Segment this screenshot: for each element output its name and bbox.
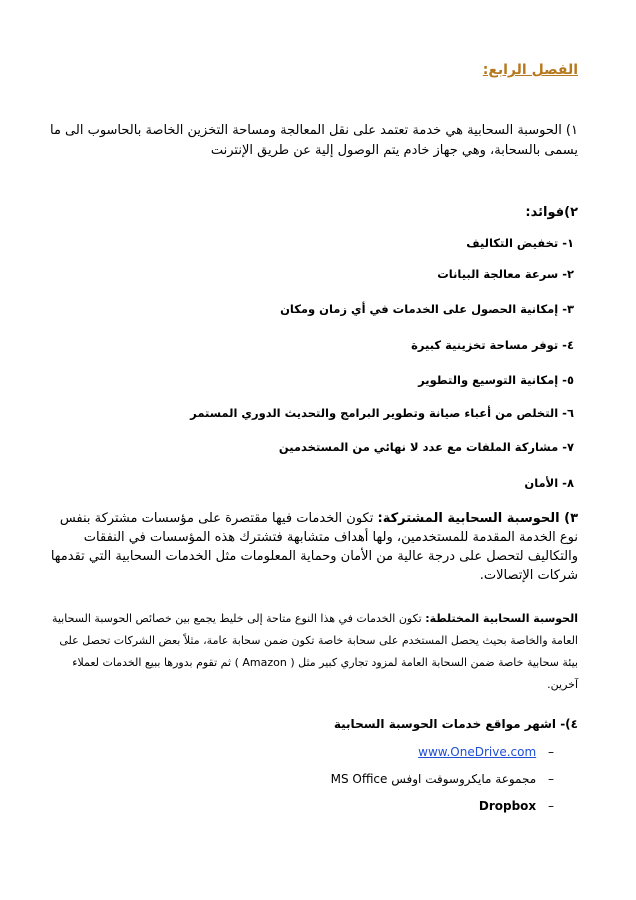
ms-office-text: مجموعة مايكروسوفت اوفس MS Office (330, 772, 537, 786)
benefit-item: ١- تخفيض التكاليف (466, 236, 574, 250)
benefit-item: ٦- التخلص من أعباء صيانة وتطوير البرامج والتحديث الدوري المستمر (190, 406, 574, 420)
benefit-item: ٤- توفر مساحة تخزينية كبيرة (411, 338, 574, 352)
community-cloud-text: تكون الخدمات فيها مقتصرة على مؤسسات مشتركة بنفس نوع الخدمة المقدمة للمستخدمين، ولها أهداف متشابهة فتشترك هذه المؤسسات في النفقات والتكاليف لتحصل على درجة عالية من الأمان وحماية المعلومات مثل الخدمات السحابية التي تقدمها شركات الإتصالات. (50, 511, 578, 583)
list-dash: – (548, 745, 554, 759)
benefit-item: ٢- سرعة معالجة البيانات (437, 267, 574, 281)
benefit-item: ٥- إمكانية التوسيع والتطوير (418, 373, 574, 387)
section-hybrid-cloud (48, 608, 578, 696)
site-item-dropbox (479, 799, 554, 813)
site-item-onedrive (418, 745, 554, 759)
benefits-heading: ٢)فوائد: (525, 205, 578, 220)
chapter-title: الفصل الرابع: (482, 62, 578, 78)
list-dash: – (548, 772, 554, 786)
benefit-item: ٧- مشاركة الملفات مع عدد لا نهائي من المستخدمين (278, 440, 574, 454)
community-cloud-label: ٣) الحوسبة السحابية المشتركة: (377, 511, 578, 526)
benefit-item: ٣- إمكانية الحصول على الخدمات في أي زمان ومكان (280, 302, 574, 316)
site-item-ms-office (331, 772, 554, 786)
hybrid-cloud-label: الحوسبة السحابية المختلطة: (425, 612, 578, 625)
dropbox-text: Dropbox (478, 799, 537, 813)
hybrid-cloud-text: تكون الخدمات في هذا النوع متاحة إلى خليط يجمع بين خصائص الحوسبة السحابية العامة والخاصة بحيث يحصل المستخدم على سحابة خاصة تكون ضمن سحابة عامة، مثلاً بعض الشركات تحصل على بيئة سحابية خاصة ضمن السحابة العامة لمزود تجاري كبير مثل ( Amazon ) ثم تقوم بدورها ببيع الخدمات لعملاء آخرين. (51, 612, 578, 691)
onedrive-link[interactable]: www.OneDrive.com (418, 745, 537, 759)
benefit-item: ٨- الأمان (524, 476, 574, 490)
section-3-community-cloud (48, 509, 578, 585)
section-1-definition: ١) الحوسبة السحابية هي خدمة تعتمد على نقل المعالجة ومساحة التخزين الخاصة بالحاسوب الى ما يسمى بالسحابة، وهي جهاز خادم يتم الوصول إلية عن طريق الإنترنت (49, 123, 578, 158)
list-dash: – (548, 799, 554, 813)
cloud-sites-heading: ٤)- اشهر مواقع خدمات الحوسبة السحابية (333, 717, 578, 731)
